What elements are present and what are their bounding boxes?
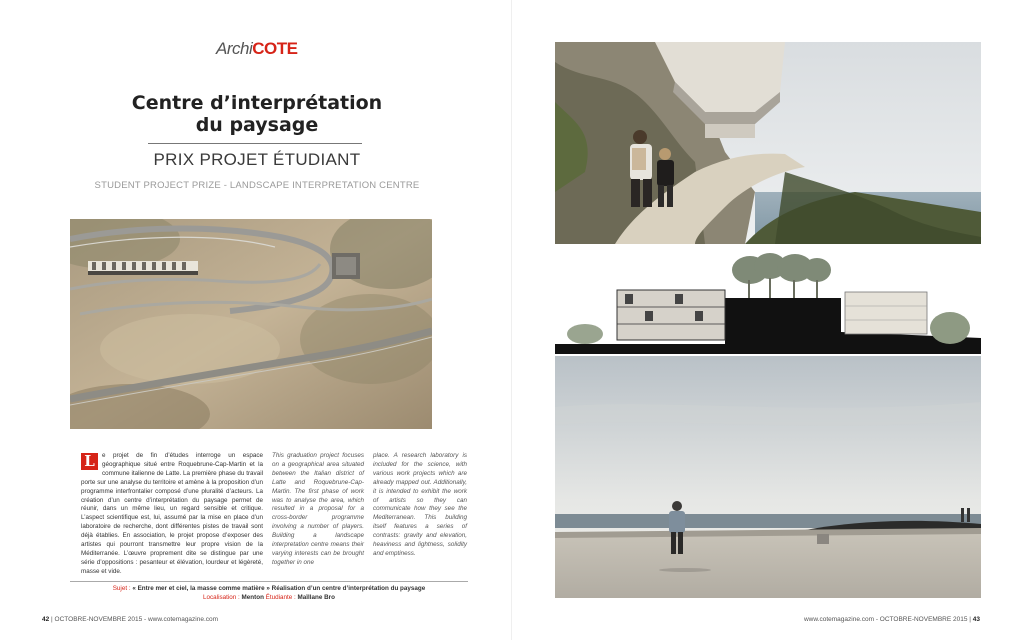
- render-building-section: [555, 252, 981, 354]
- folio-left-text: | OCTOBRE-NOVEMBRE 2015 - www.cotemagazine.com: [51, 616, 219, 623]
- subject-value: « Entre mer et ciel, la masse comme matière » Réalisation d’un centre d’interprétation du paysage: [132, 585, 426, 592]
- project-subject: [70, 584, 468, 593]
- folio-left: [42, 616, 218, 623]
- article-subtitle-english: STUDENT PROJECT PRIZE - LANDSCAPE INTERPRETATION CENTRE: [94, 180, 420, 191]
- render-rooftop-sea-view: [555, 356, 981, 598]
- magazine-logo: [216, 39, 297, 59]
- location-label: Localisation :: [203, 594, 240, 601]
- drop-cap: L: [81, 453, 98, 470]
- title-divider: [148, 143, 362, 144]
- folio-right-text: www.cotemagazine.com - OCTOBRE-NOVEMBRE 2015 |: [803, 616, 971, 623]
- logo-archi: Archi: [216, 39, 253, 58]
- article-title: [90, 92, 424, 136]
- subject-label: Sujet :: [112, 585, 131, 592]
- aerial-site-photo: [70, 219, 432, 429]
- page-number-right: 43: [972, 616, 980, 623]
- credits-divider: [70, 581, 468, 582]
- article-subtitle: PRIX PROJET ÉTUDIANT: [153, 150, 361, 169]
- title-line-1: Centre d’interprétation: [131, 92, 383, 114]
- body-text-english-col1: This graduation project focuses on a geographical area situated between the Italian district of Latte and Roquebrune-Cap-Martin. The first phase of work was to analyse the area, which resulted in a proposal for a cross-border programme involving a number of players. Building a landscape interpretation centre means their varying interests can be brought together in one: [272, 452, 364, 566]
- student-label: Étudiante :: [265, 594, 296, 601]
- folio-right: [804, 616, 980, 623]
- student-value: Maïllane Bro: [297, 594, 335, 601]
- logo-cote: COTE: [252, 39, 298, 58]
- render-cliff-path: [555, 42, 981, 244]
- location-value: Menton: [241, 594, 264, 601]
- body-text-french-content: e projet de fin d’études interroge un espace géographique situé entre Roquebrune-Cap-Martin et la commune italienne de Latte. La première phase du travail porte sur une analyse du territoire et amène à la proposition d’un programme interfrontalier composé d’une pluralité d’acteurs. La création d’un centre d’interprétation du paysage permet de réunir, dans un même lieu, un regard sensible et critique. L’aspect scientifique est, lui, assumé par la mise en place d’un laboratoire de recherche, dont différentes pistes de travail sont déjà établies. En association, le projet propose d’exposer des artistes qui pourront transmettre leur propre vision de la Méditerranée. L’œuvre proprement dite se distingue par une série d’oppositions : pesanteur et élévation, lourdeur et légèreté, masse et vide.: [81, 452, 263, 575]
- project-credits: [70, 593, 468, 602]
- body-text-english-col2: place. A research laboratory is included for the science, with various work projects which are already mapped out. Additionally, it is intended to exhibit the work of artists so they can communicate how they see the Mediterranean. This building itself features a series of contrasts: gravity and elevation, heaviness and lightness, solidity and emptiness.: [373, 452, 467, 557]
- title-line-2: du paysage: [195, 114, 319, 136]
- page-number-left: 42: [42, 616, 50, 623]
- body-text-french: [81, 452, 263, 577]
